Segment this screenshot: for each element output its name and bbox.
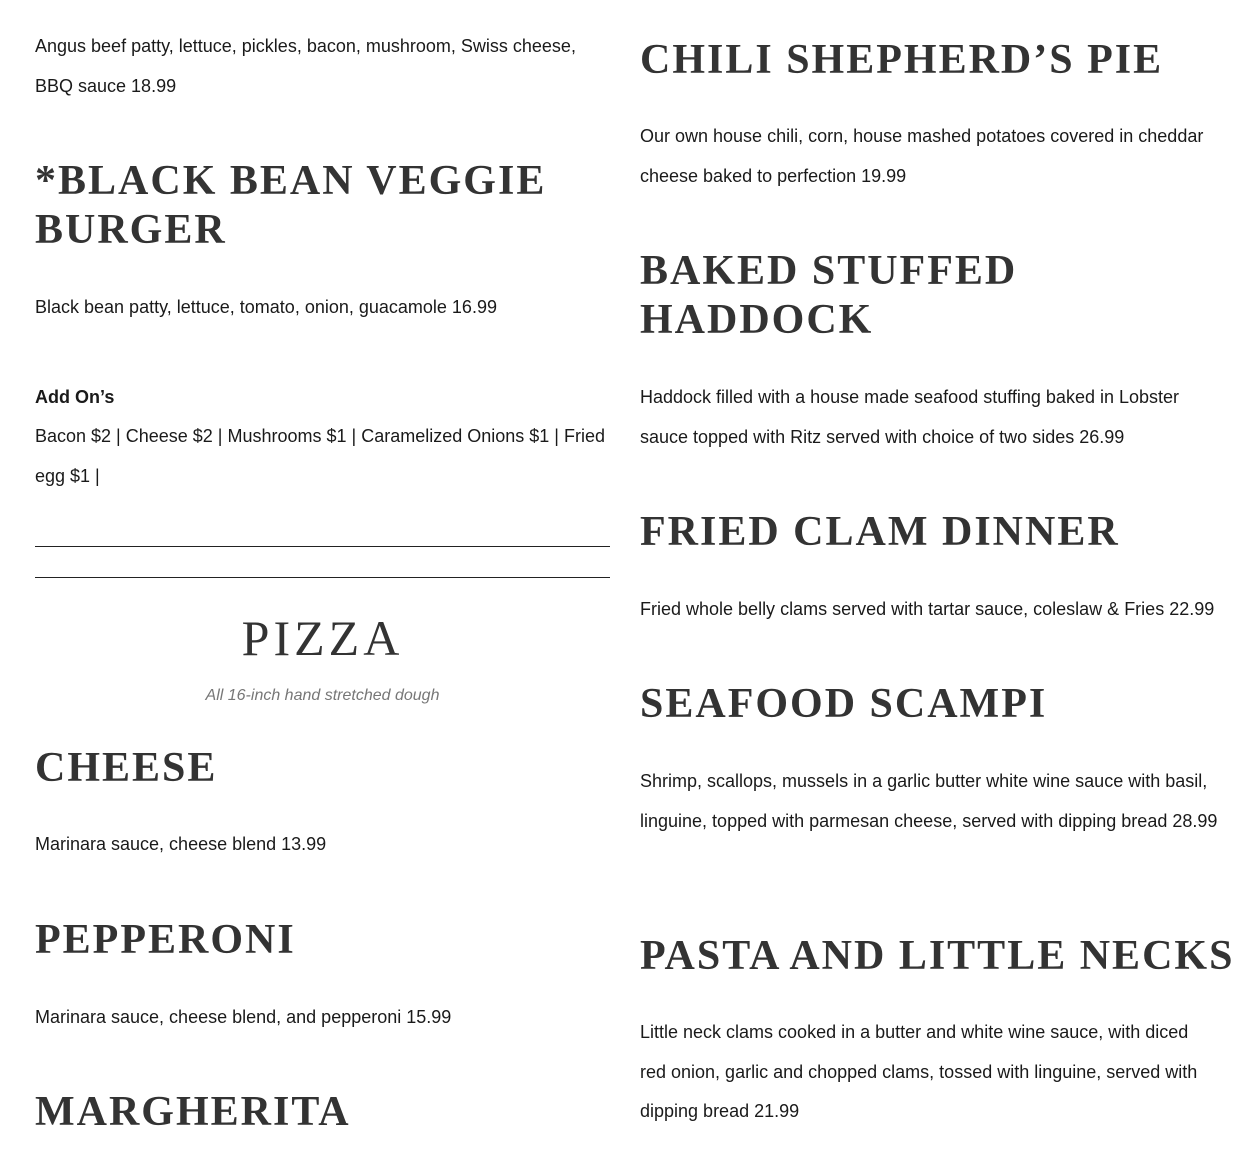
- item-name-black-bean-veggie-burger: *BLACK BEAN VEGGIE BURGER: [35, 158, 547, 253]
- item-desc-baked-stuffed-haddock: Haddock filled with a house made seafood stuffing baked in Lobster sauce topped with Ritz served with choice of two sides 26.99: [640, 387, 1180, 447]
- item-name-cheese: CHEESE: [35, 745, 218, 791]
- section-divider-top: [35, 546, 610, 547]
- section-subtitle-pizza: All 16-inch hand stretched dough: [205, 687, 440, 704]
- item-desc-pepperoni: Marinara sauce, cheese blend, and pepperoni 15.99: [35, 1007, 452, 1027]
- section-divider-bottom: [35, 577, 610, 578]
- burger-description: Angus beef patty, lettuce, pickles, bacon, mushroom, Swiss cheese, BBQ sauce 18.99: [35, 36, 576, 96]
- item-desc-fried-clam-dinner: Fried whole belly clams served with tartar sauce, coleslaw & Fries 22.99: [640, 599, 1215, 619]
- item-desc-seafood-scampi: Shrimp, scallops, mussels in a garlic butter white wine sauce with basil, linguine, topped with parmesan cheese, served with dipping bread 28.99: [640, 771, 1218, 831]
- item-name-fried-clam-dinner: FRIED CLAM DINNER: [640, 509, 1120, 555]
- section-title-pizza: PIZZA: [241, 610, 404, 666]
- item-name-pepperoni: PEPPERONI: [35, 917, 296, 963]
- item-desc-cheese: Marinara sauce, cheese blend 13.99: [35, 834, 327, 854]
- item-desc-pasta-and-little-necks: Little neck clams cooked in a butter and white wine sauce, with diced red onion, garlic and chopped clams, tossed with linguine, served with dipping bread 21.99: [640, 1022, 1198, 1121]
- addons-title: Add On’s: [35, 387, 115, 407]
- addons-list: Bacon $2 | Cheese $2 | Mushrooms $1 | Caramelized Onions $1 | Fried egg $1 |: [35, 426, 605, 486]
- item-name-chili-shepherds-pie: CHILI SHEPHERD’S PIE: [640, 37, 1164, 83]
- item-desc-black-bean-veggie-burger: Black bean patty, lettuce, tomato, onion, guacamole 16.99: [35, 297, 497, 317]
- item-name-seafood-scampi: SEAFOOD SCAMPI: [640, 681, 1048, 727]
- item-desc-chili-shepherds-pie: Our own house chili, corn, house mashed potatoes covered in cheddar cheese baked to perfection 19.99: [640, 126, 1204, 186]
- item-name-baked-stuffed-haddock: BAKED STUFFED HADDOCK: [640, 248, 1018, 343]
- item-name-pasta-and-little-necks: PASTA AND LITTLE NECKS: [640, 933, 1235, 979]
- item-name-margherita: MARGHERITA: [35, 1089, 351, 1135]
